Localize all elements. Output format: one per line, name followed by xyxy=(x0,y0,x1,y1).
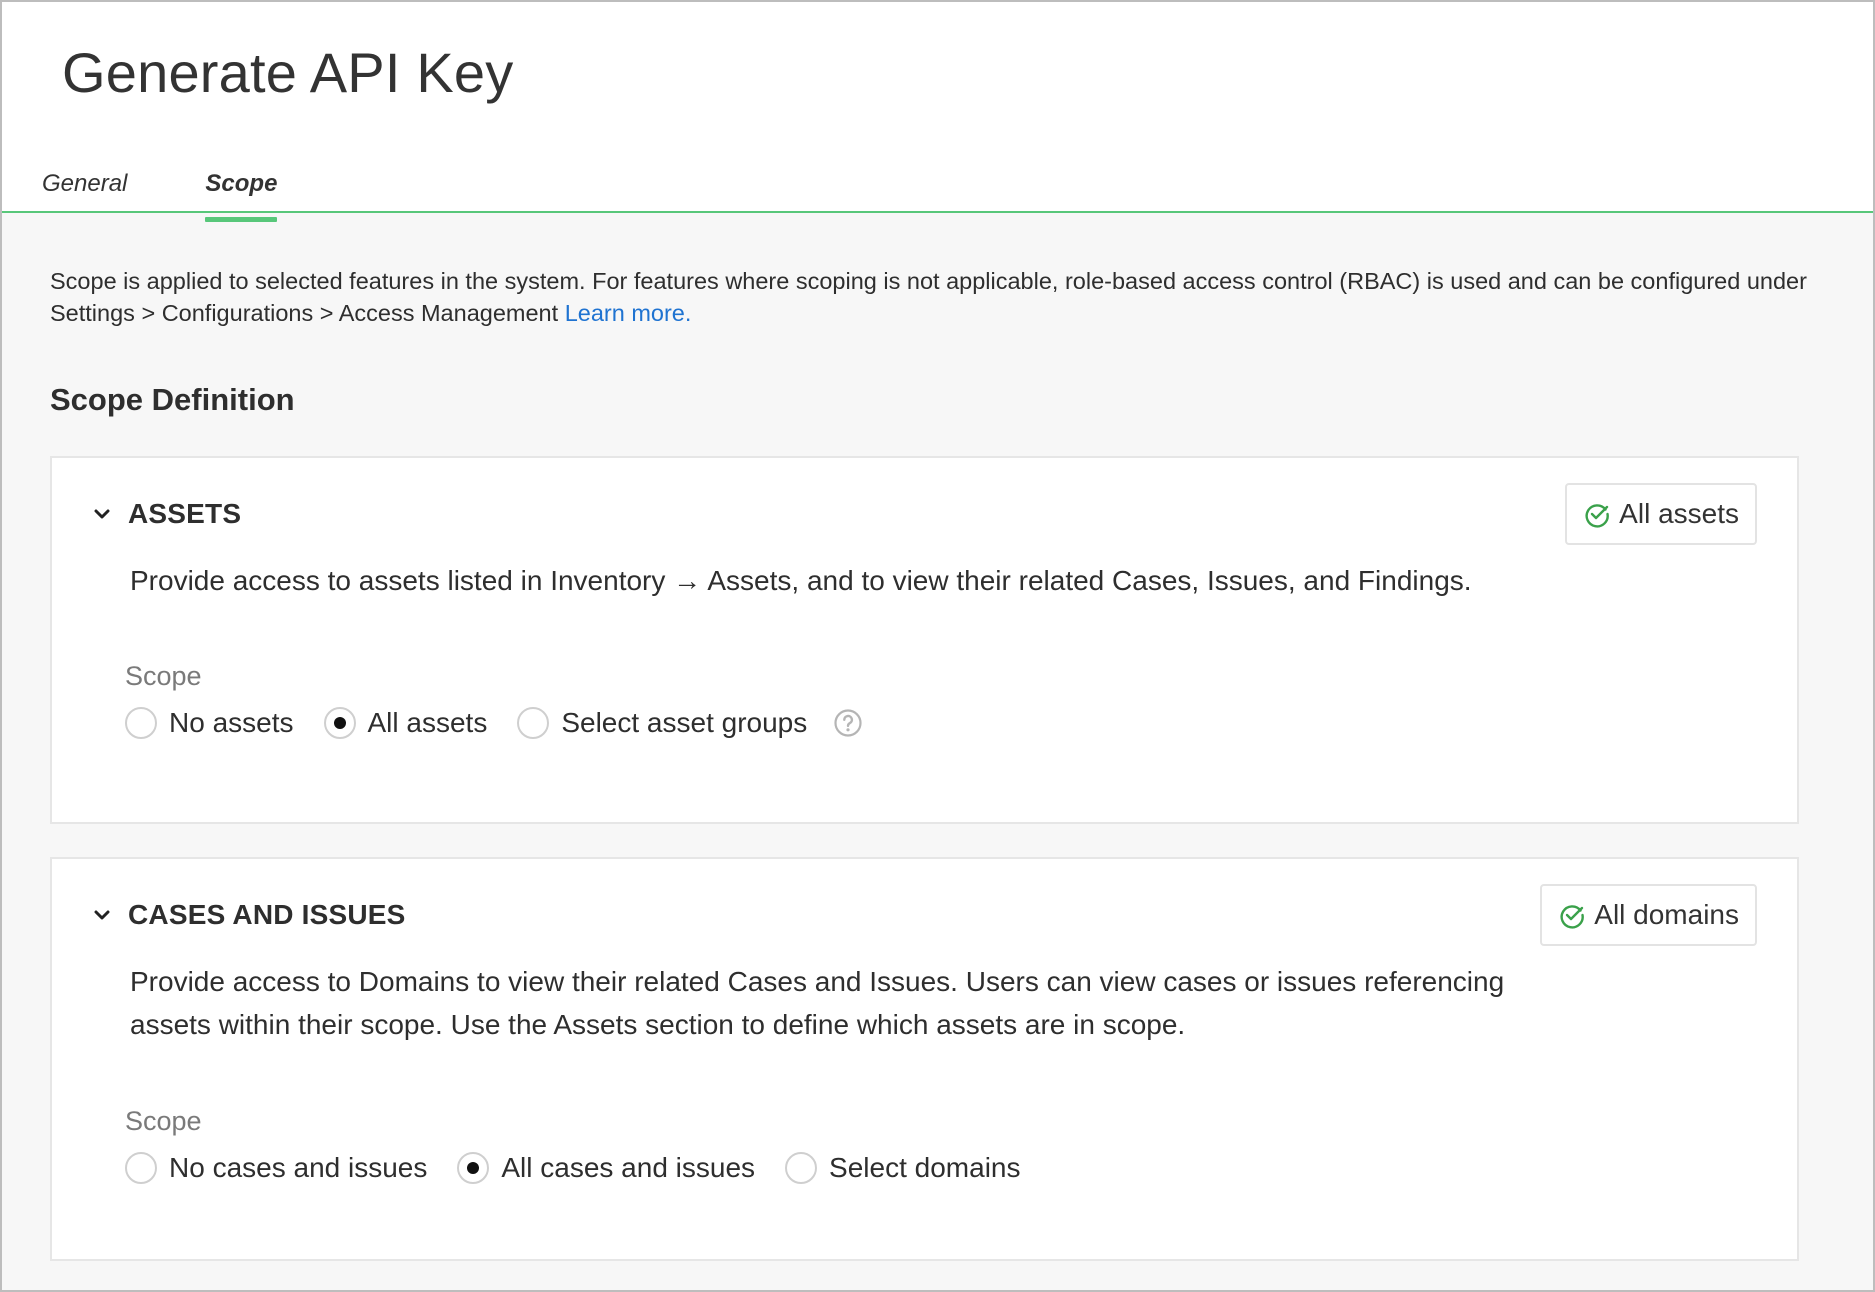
radio-label: All assets xyxy=(367,707,488,738)
radio-label: No assets xyxy=(169,707,294,738)
scope-intro-text xyxy=(50,265,1810,329)
learn-more-link[interactable]: Learn more. xyxy=(564,300,692,326)
radio-select-domains[interactable] xyxy=(785,1152,1020,1184)
cases-card-header[interactable] xyxy=(92,899,406,931)
intro-text: Scope is applied to selected features in the system. For features where scoping is not applicable, role-based access control (RBAC) is used and can be configured under Settings > Configurations > Access Management xyxy=(50,268,1807,326)
assets-card xyxy=(50,456,1799,824)
question-circle-icon[interactable] xyxy=(833,708,863,738)
radio-circle[interactable] xyxy=(125,707,157,739)
assets-description: Provide access to assets listed in Inventory → Assets, and to view their related Cases, Issues, and Findings. xyxy=(130,565,1472,596)
radio-circle[interactable] xyxy=(785,1152,817,1184)
assets-scope-radio-group xyxy=(125,707,863,739)
page-header xyxy=(2,2,1873,213)
radio-label: Select domains xyxy=(829,1152,1021,1183)
page-title: Generate API Key xyxy=(62,41,514,104)
check-circle-icon xyxy=(1558,901,1586,929)
radio-no-cases-and-issues[interactable] xyxy=(125,1152,427,1184)
cases-badge-label: All domains xyxy=(1594,899,1739,930)
radio-circle-selected[interactable] xyxy=(457,1152,489,1184)
radio-no-assets[interactable] xyxy=(125,707,294,739)
cases-card-title: CASES AND ISSUES xyxy=(128,899,406,930)
assets-scope-badge[interactable] xyxy=(1565,483,1757,545)
assets-card-title: ASSETS xyxy=(128,498,242,529)
section-heading: Scope Definition xyxy=(50,382,295,417)
chevron-down-icon[interactable] xyxy=(92,905,112,925)
radio-circle[interactable] xyxy=(517,707,549,739)
cases-description: Provide access to Domains to view their related Cases and Issues. Users can view cases or issues referencing assets within their scope. Use the Assets section to define which assets are in scope. xyxy=(130,966,1505,1040)
assets-badge-label: All assets xyxy=(1619,498,1739,529)
cases-scope-badge[interactable] xyxy=(1540,884,1757,946)
tab-general[interactable]: General xyxy=(42,170,128,197)
cases-scope-radio-group xyxy=(125,1152,1050,1184)
cases-card xyxy=(50,857,1799,1261)
radio-all-cases-and-issues[interactable] xyxy=(457,1152,755,1184)
tab-scope[interactable]: Scope xyxy=(205,170,277,210)
assets-scope-label: Scope xyxy=(125,661,202,691)
check-circle-icon xyxy=(1583,500,1611,528)
radio-label: All cases and issues xyxy=(501,1152,756,1183)
radio-circle-selected[interactable] xyxy=(324,707,356,739)
radio-circle[interactable] xyxy=(125,1152,157,1184)
chevron-down-icon[interactable] xyxy=(92,504,112,524)
assets-card-header[interactable] xyxy=(92,498,241,530)
radio-select-asset-groups[interactable] xyxy=(517,707,807,739)
radio-all-assets[interactable] xyxy=(324,707,488,739)
radio-label: Select asset groups xyxy=(561,707,808,738)
tab-bar xyxy=(42,170,355,210)
cases-scope-label: Scope xyxy=(125,1106,202,1136)
radio-label: No cases and issues xyxy=(169,1152,428,1183)
